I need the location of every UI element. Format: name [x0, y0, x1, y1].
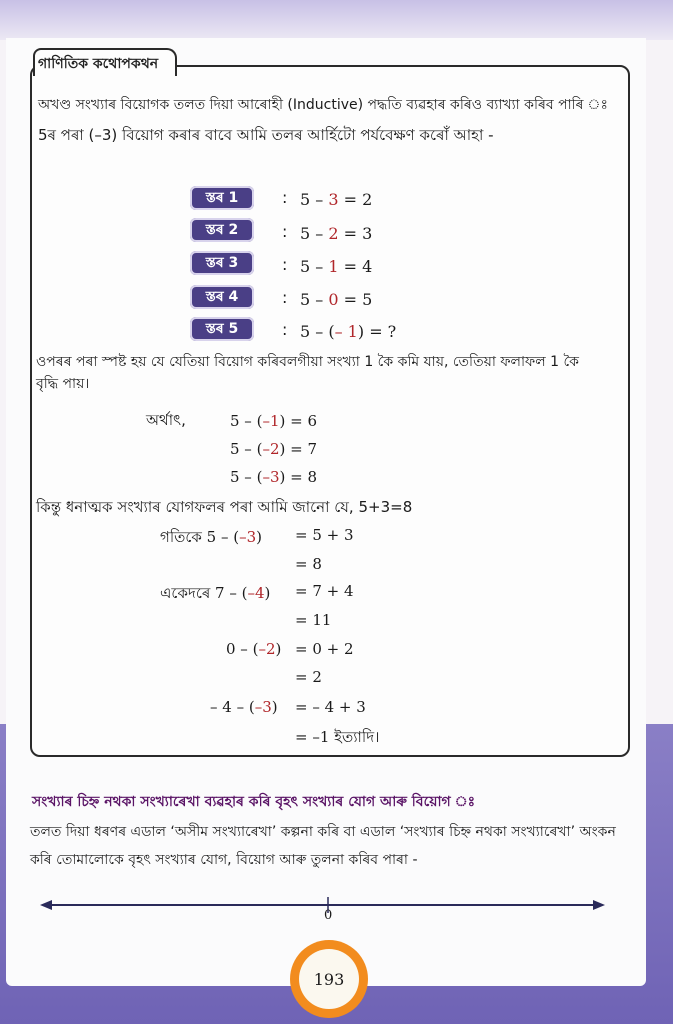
- section-heading: সংখ্যাৰ চিহ্ন নথকা সংখ্যাৰেখা ব্যৱহাৰ কৰি বৃহৎ সংখ্যাৰ যোগ আৰু বিয়োগ ঃ: [32, 794, 476, 810]
- example-3-rhs1: = 0 + 2: [295, 640, 354, 658]
- example-2-lhs: একেদৰে 7 – (–4): [160, 584, 271, 602]
- step-equation-3: 5 – 1 = 4: [300, 257, 373, 276]
- example-3-rhs2: = 2: [295, 668, 322, 686]
- step-colon-2: :: [282, 222, 288, 241]
- step-equation-2: 5 – 2 = 3: [300, 224, 373, 243]
- math-talk-label: গাণিতিক কথোপকথন: [38, 56, 159, 72]
- number-line: [40, 895, 605, 915]
- step-label-5: স্তৰ 5: [190, 317, 254, 341]
- example-2-rhs2: = 11: [295, 611, 332, 629]
- top-background: [0, 0, 673, 40]
- page-number: 193: [299, 949, 359, 1009]
- example-4-rhs2: = –1 ইত্যাদি।: [295, 728, 380, 746]
- therefore-line-3: 5 – (–3) = 8: [230, 468, 317, 486]
- therefore-word: অৰ্থাৎ,: [146, 411, 186, 429]
- therefore-line-1: 5 – (–1) = 6: [230, 412, 317, 430]
- step-label-4: স্তৰ 4: [190, 285, 254, 309]
- step-label-3: স্তৰ 3: [190, 251, 254, 275]
- step-colon-3: :: [282, 255, 288, 274]
- step-equation-1: 5 – 3 = 2: [300, 190, 373, 209]
- observation-line-2: বৃদ্ধি পায়।: [36, 376, 90, 392]
- zero-tick-label: 0: [324, 908, 333, 923]
- step-equation-5: 5 – (– 1) = ?: [300, 322, 397, 341]
- therefore-line-2: 5 – (–2) = 7: [230, 440, 317, 458]
- step-colon-5: :: [282, 320, 288, 339]
- observation-line-1: ওপৰৰ পৰা স্পষ্ট হয় যে যেতিয়া বিয়োগ কৰিবলগীয়া সংখ্যা 1 কৈ কমি যায়, তেতিয়া ফলাফল 1 কৈ: [36, 354, 579, 370]
- example-4-rhs1: = – 4 + 3: [295, 698, 366, 716]
- example-4-lhs: – 4 – (–3): [210, 698, 278, 716]
- example-1-lhs: গতিকে 5 – (–3): [160, 528, 263, 546]
- section-text-line-1: তলত দিয়া ধৰণৰ এডাল ‘অসীম সংখ্যাৰেখা’ কল্পনা কৰি বা এডাল ‘সংখ্যাৰ চিহ্ন নথকা সংখ্যাৰেখা’ অংকন: [30, 824, 616, 840]
- step-label-2: স্তৰ 2: [190, 218, 254, 242]
- right-arrow-icon: [593, 900, 605, 910]
- step-colon-4: :: [282, 288, 288, 307]
- left-arrow-icon: [40, 900, 52, 910]
- section-text-line-2: কৰি তোমালোকে বৃহৎ সংখ্যাৰ যোগ, বিয়োগ আৰু তুলনা কৰিব পাৰা -: [30, 852, 418, 868]
- intro-line-1: অখণ্ড সংখ্যাৰ বিয়োগক তলত দিয়া আৰোহী (Inductive) পদ্ধতি ব্যৱহাৰ কৰিও ব্যাখ্যা কৰিব পাৰি ঃ: [38, 97, 608, 113]
- example-1-rhs2: = 8: [295, 555, 322, 573]
- example-3-lhs: 0 – (–2): [226, 640, 282, 658]
- step-colon-1: :: [282, 188, 288, 207]
- but-line: কিন্তু ধনাত্মক সংখ্যাৰ যোগফলৰ পৰা আমি জানো যে, 5+3=8: [36, 498, 413, 516]
- step-label-1: স্তৰ 1: [190, 186, 254, 210]
- step-equation-4: 5 – 0 = 5: [300, 290, 373, 309]
- example-2-rhs1: = 7 + 4: [295, 582, 354, 600]
- intro-line-2: 5ৰ পৰা (–3) বিয়োগ কৰাৰ বাবে আমি তলৰ আৰ্হিটো পৰ্যবেক্ষণ কৰোঁ আহা -: [38, 126, 494, 144]
- example-1-rhs1: = 5 + 3: [295, 526, 354, 544]
